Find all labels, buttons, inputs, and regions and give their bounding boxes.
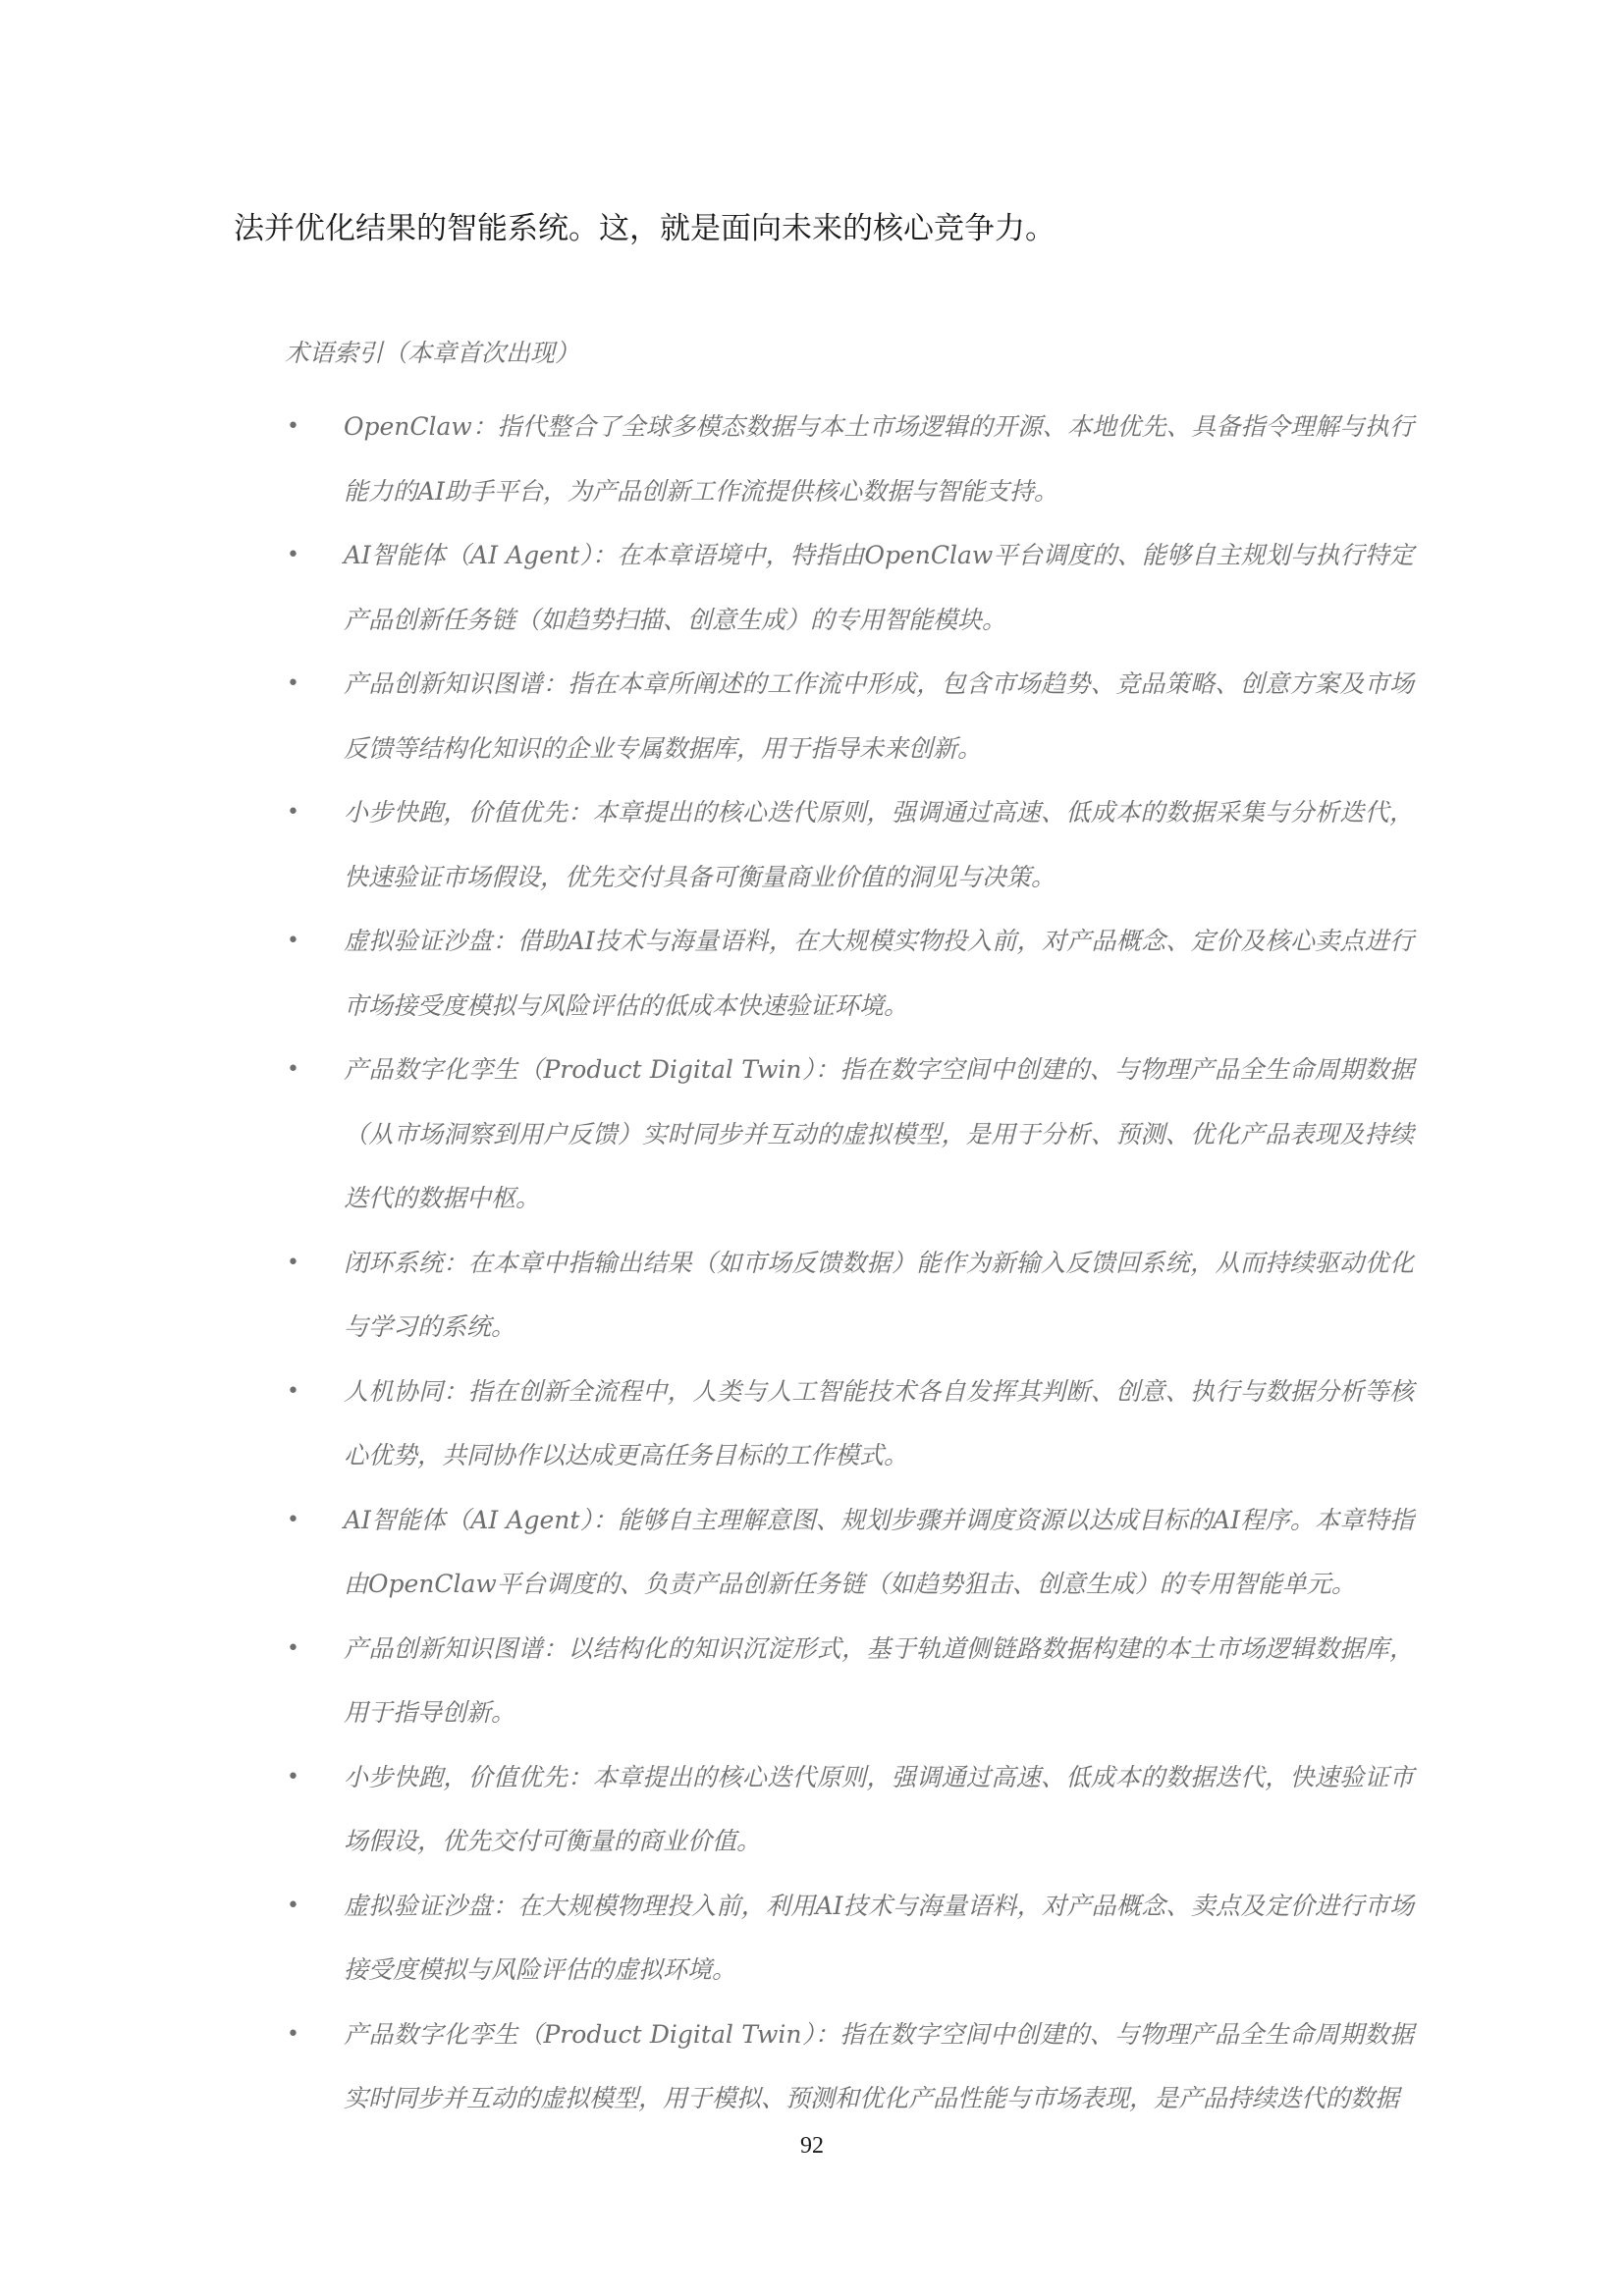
term-item xyxy=(285,395,1414,523)
bullet-icon: • xyxy=(287,1057,299,1082)
page-number: 92 xyxy=(800,2133,824,2159)
term-item xyxy=(285,2002,1414,2131)
bullet-icon: • xyxy=(287,1635,299,1661)
term-item xyxy=(285,1874,1414,2002)
term-text: AI智能体（AI Agent）：能够自主理解意图、规划步骤并调度资源以达成目标的AI程序。本章特指由OpenClaw平台调度的、负责产品创新任务链（如趋势狙击、创意生成）的专用智能单元。 xyxy=(344,1505,1414,1598)
bullet-icon: • xyxy=(287,800,299,825)
term-text: AI智能体（AI Agent）：在本章语境中，特指由OpenClaw平台调度的、能够自主规划与执行特定产品创新任务链（如趋势扫描、创意生成）的专用智能模块。 xyxy=(344,541,1414,634)
term-item xyxy=(285,1038,1414,1231)
term-list xyxy=(285,395,1414,2131)
term-text: 产品创新知识图谱：指在本章所阐述的工作流中形成，包含市场趋势、竞品策略、创意方案及市场反馈等结构化知识的企业专属数据库，用于指导未来创新。 xyxy=(344,669,1414,763)
bullet-icon: • xyxy=(287,1250,299,1275)
term-item xyxy=(285,1617,1414,1745)
term-item xyxy=(285,1360,1414,1488)
bullet-icon: • xyxy=(287,671,299,696)
term-text: 闭环系统：在本章中指输出结果（如市场反馈数据）能作为新输入反馈回系统，从而持续驱动优化与学习的系统。 xyxy=(344,1248,1414,1341)
term-text: 小步快跑，价值优先：本章提出的核心迭代原则，强调通过高速、低成本的数据采集与分析迭代，快速验证市场假设，优先交付具备可衡量商业价值的洞见与决策。 xyxy=(344,798,1414,891)
bullet-icon: • xyxy=(287,1507,299,1532)
term-text: 虚拟验证沙盘：在大规模物理投入前，利用AI技术与海量语料，对产品概念、卖点及定价进行市场接受度模拟与风险评估的虚拟环境。 xyxy=(344,1891,1414,1984)
bullet-icon: • xyxy=(287,1764,299,1789)
bullet-icon: • xyxy=(287,929,299,953)
term-text: 小步快跑，价值优先：本章提出的核心迭代原则，强调通过高速、低成本的数据迭代，快速验证市场假设，优先交付可衡量的商业价值。 xyxy=(344,1762,1414,1855)
bullet-icon: • xyxy=(287,1893,299,1918)
term-index-section xyxy=(285,334,1414,2131)
term-text: 人机协同：指在创新全流程中，人类与人工智能技术各自发挥其判断、创意、执行与数据分析等核心优势，共同协作以达成更高任务目标的工作模式。 xyxy=(344,1376,1414,1469)
term-item xyxy=(285,780,1414,909)
term-item xyxy=(285,909,1414,1038)
term-text: 虚拟验证沙盘：借助AI技术与海量语料，在大规模实物投入前，对产品概念、定价及核心卖点进行市场接受度模拟与风险评估的低成本快速验证环境。 xyxy=(344,927,1414,1020)
term-text: OpenClaw：指代整合了全球多模态数据与本土市场逻辑的开源、本地优先、具备指令理解与执行能力的AI助手平台，为产品创新工作流提供核心数据与智能支持。 xyxy=(344,412,1414,506)
bullet-icon: • xyxy=(287,543,299,567)
term-index-heading: 术语索引（本章首次出现） xyxy=(285,339,580,367)
term-item xyxy=(285,652,1414,780)
term-text: 产品数字化孪生（Product Digital Twin）：指在数字空间中创建的、与物理产品全生命周期数据实时同步并互动的虚拟模型，用于模拟、预测和优化产品性能与市场表现，是产品持续迭代的数据 xyxy=(344,2019,1414,2112)
term-item xyxy=(285,1488,1414,1617)
bullet-icon: • xyxy=(287,414,299,439)
bullet-icon: • xyxy=(287,2021,299,2047)
term-item xyxy=(285,1231,1414,1360)
term-text: 产品数字化孪生（Product Digital Twin）：指在数字空间中创建的、与物理产品全生命周期数据（从市场洞察到用户反馈）实时同步并互动的虚拟模型，是用于分析、预测、优化产品表现及持续迭代的数据中枢。 xyxy=(344,1055,1414,1212)
bullet-icon: • xyxy=(287,1378,299,1404)
intro-paragraph: 法并优化结果的智能系统。这，就是面向未来的核心竞争力。 xyxy=(234,211,1056,246)
term-item xyxy=(285,523,1414,652)
term-item xyxy=(285,1745,1414,1874)
term-text: 产品创新知识图谱：以结构化的知识沉淀形式，基于轨道侧链路数据构建的本土市场逻辑数据库，用于指导创新。 xyxy=(344,1633,1414,1727)
